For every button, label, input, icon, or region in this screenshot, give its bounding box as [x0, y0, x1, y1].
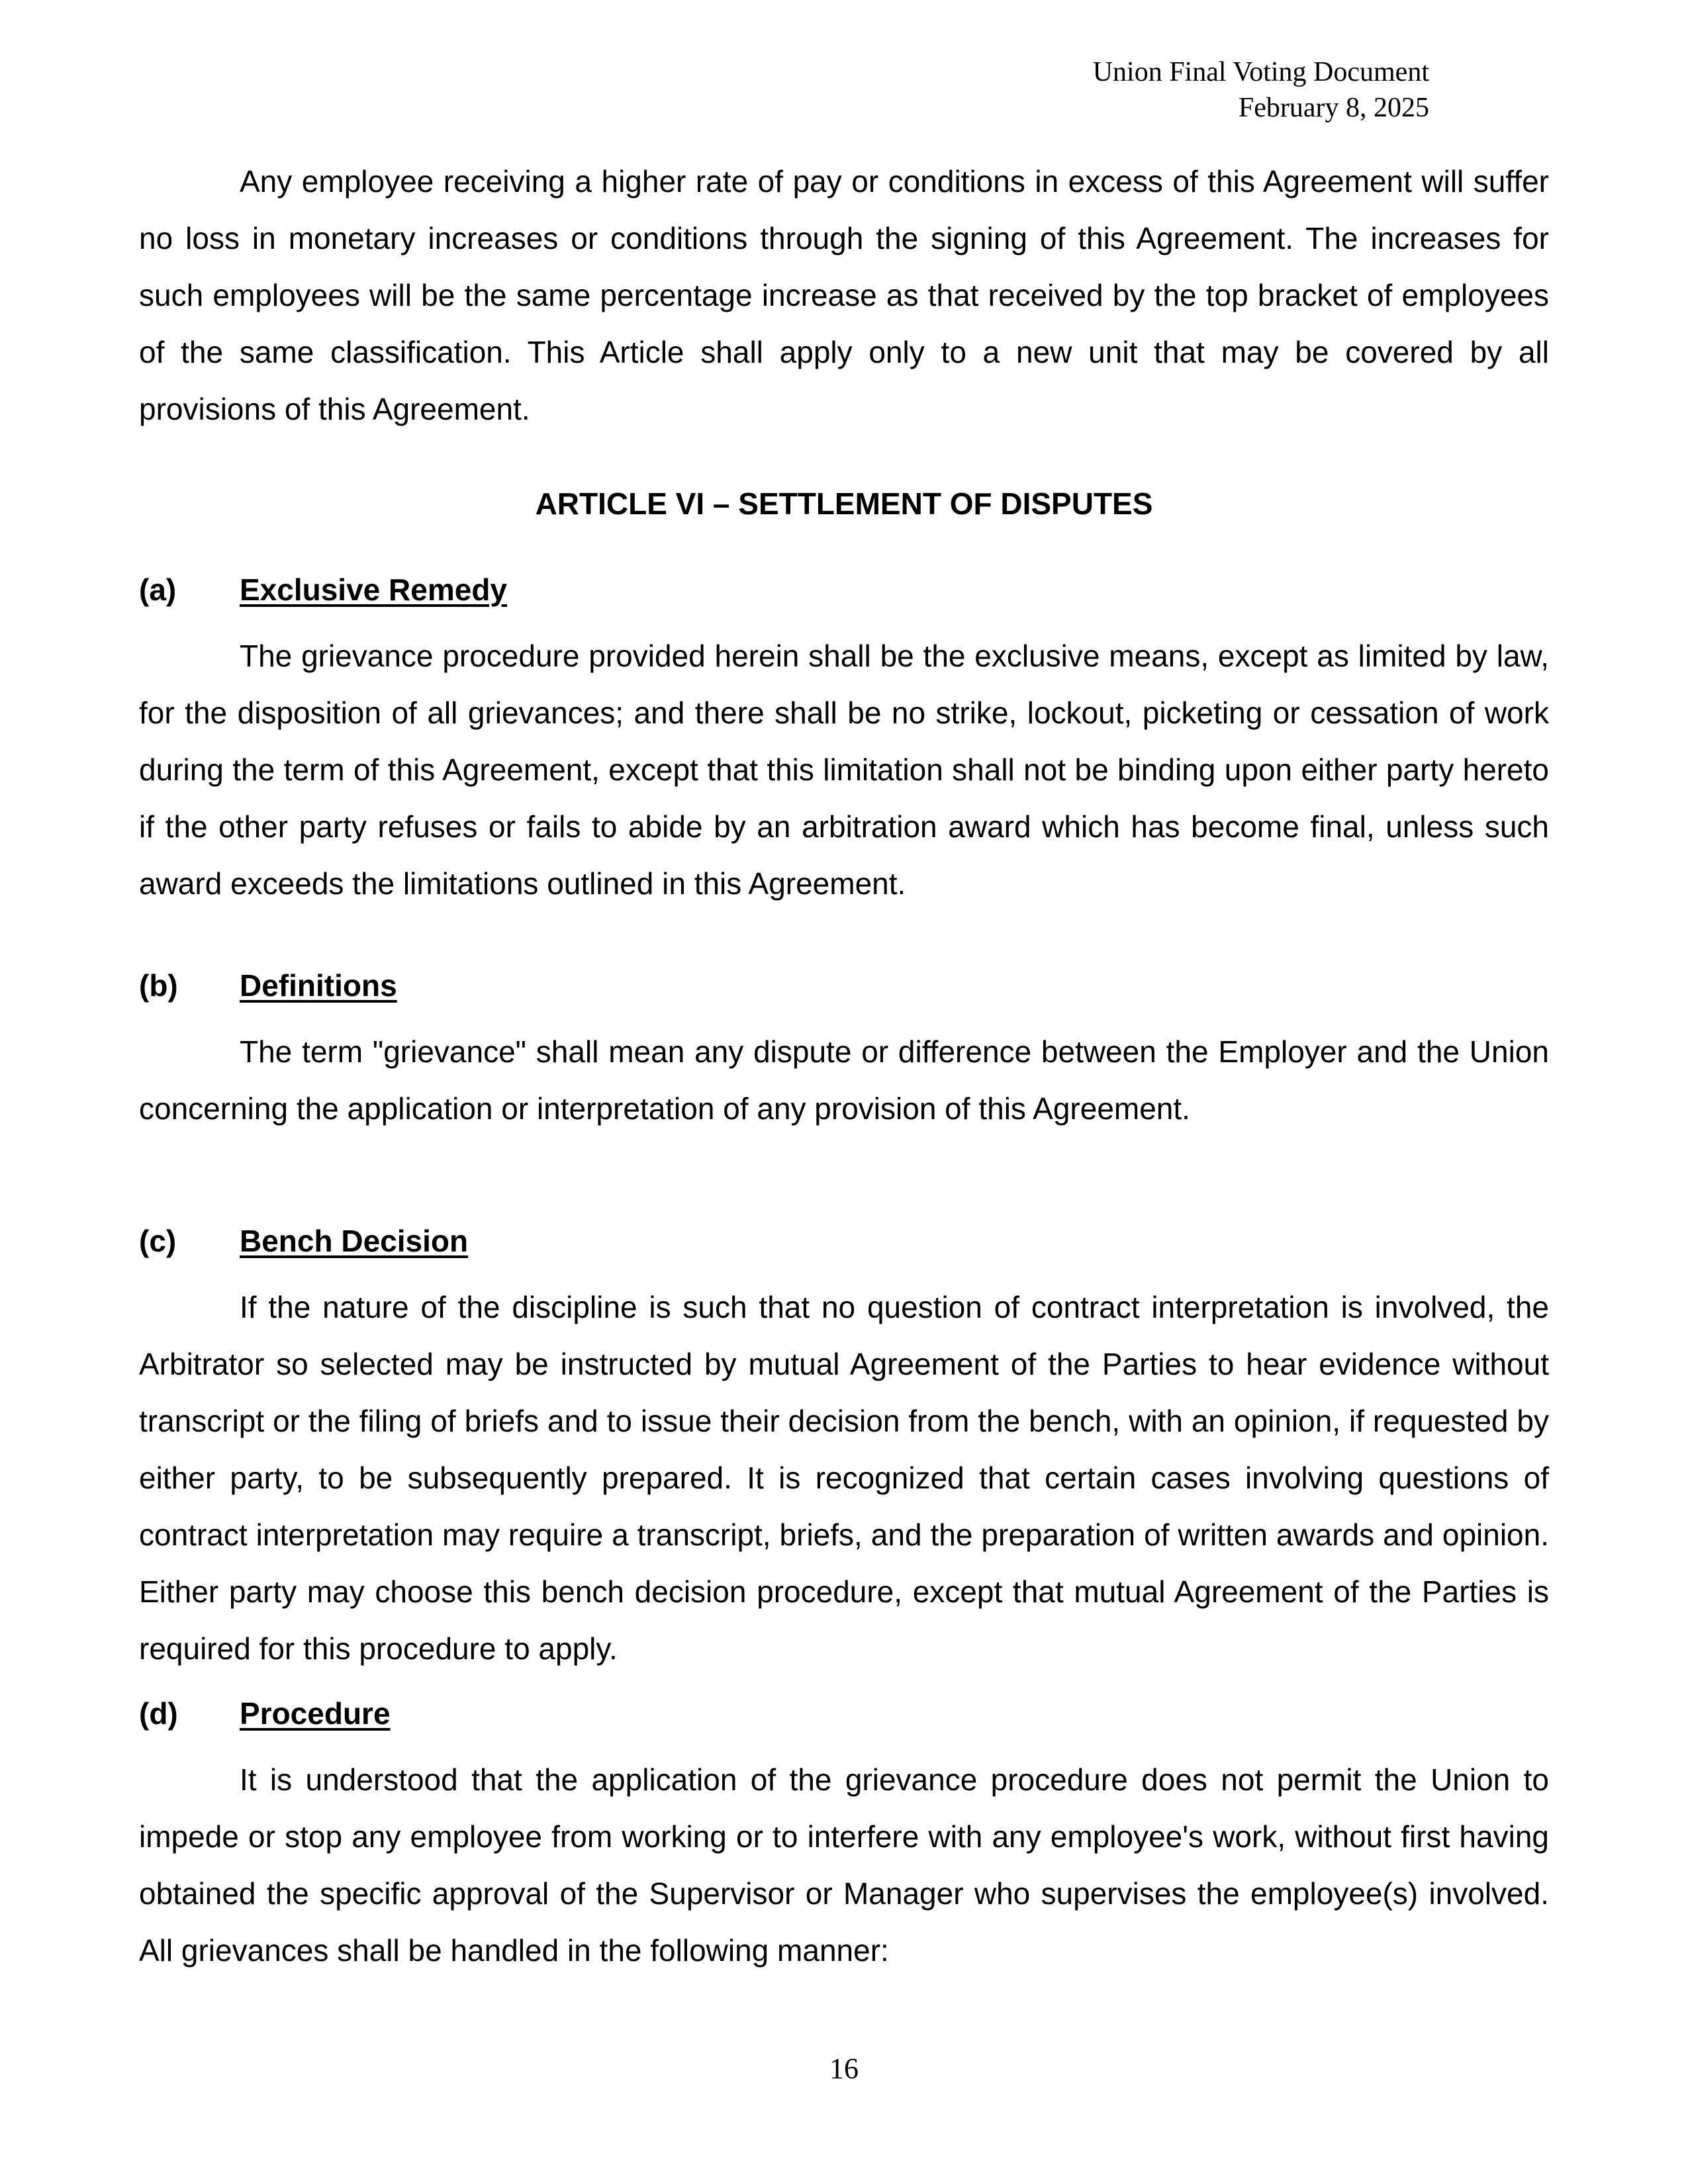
section-letter: (c) [139, 1224, 177, 1258]
page-number: 16 [829, 2052, 859, 2085]
section-title: Exclusive Remedy [240, 572, 508, 607]
article-heading: ARTICLE VI – SETTLEMENT OF DISPUTES [535, 486, 1153, 521]
section-heading-a [139, 572, 507, 608]
section-title: Definitions [240, 968, 397, 1003]
section-paragraph: The grievance procedure provided herein shall be the exclusive means, except as limited by law, for the disposition of all grievances; and there shall be no strike, lockout, picketing or cessation of work during the term of this Agreement, except that this limitation shall not be binding upon either party hereto if the other party refuses or fails to abide by an arbitration award which has become final, unless such award exceeds the limitations outlined in this Agreement. [139, 639, 1549, 901]
header-date: February 8, 2025 [1238, 93, 1429, 123]
section-letter: (b) [139, 968, 178, 1003]
section-letter: (d) [139, 1696, 178, 1731]
header-title: Union Final Voting Document [1092, 57, 1429, 87]
section-paragraph: It is understood that the application of the grievance procedure does not permit the Union to impede or stop any employee from working or to interfere with any employee's work, without first having obtained the specific approval of the Supervisor or Manager who supervises the employee(s) involved. All grievances shall be handled in the following manner: [139, 1762, 1549, 1968]
section-title: Bench Decision [240, 1224, 469, 1258]
document-header [1093, 54, 1429, 126]
section-letter: (a) [139, 572, 177, 607]
section-body-b [139, 1023, 1549, 1137]
section-paragraph: If the nature of the discipline is such that no question of contract interpretation is involved, the Arbitrator so selected may be instructed by mutual Agreement of the Parties to hear evidence without transcript or the filing of briefs and to issue their decision from the bench, with an opinion, if requested by either party, to be subsequently prepared. It is recognized that certain cases involving questions of contract interpretation may require a transcript, briefs, and the preparation of written awards and opinion. Either party may choose this bench decision procedure, except that mutual Agreement of the Parties is required for this procedure to apply. [139, 1290, 1549, 1666]
section-heading-c [139, 1223, 468, 1259]
intro-block [139, 153, 1549, 437]
section-heading-b [139, 968, 397, 1003]
intro-paragraph: Any employee receiving a higher rate of pay or conditions in excess of this Agreement will suffer no loss in monetary increases or conditions through the signing of this Agreement. The increases for such employees will be the same percentage increase as that received by the top bracket of employees of the same classification. This Article shall apply only to a new unit that may be covered by all provisions of this Agreement. [139, 164, 1549, 426]
section-heading-d [139, 1696, 391, 1731]
section-paragraph: The term "grievance" shall mean any dispute or difference between the Employer and the Union concerning the application or interpretation of any provision of this Agreement. [139, 1034, 1549, 1126]
section-title: Procedure [240, 1696, 391, 1731]
section-body-c [139, 1279, 1549, 1677]
section-body-a [139, 627, 1549, 912]
section-body-d [139, 1751, 1549, 1979]
